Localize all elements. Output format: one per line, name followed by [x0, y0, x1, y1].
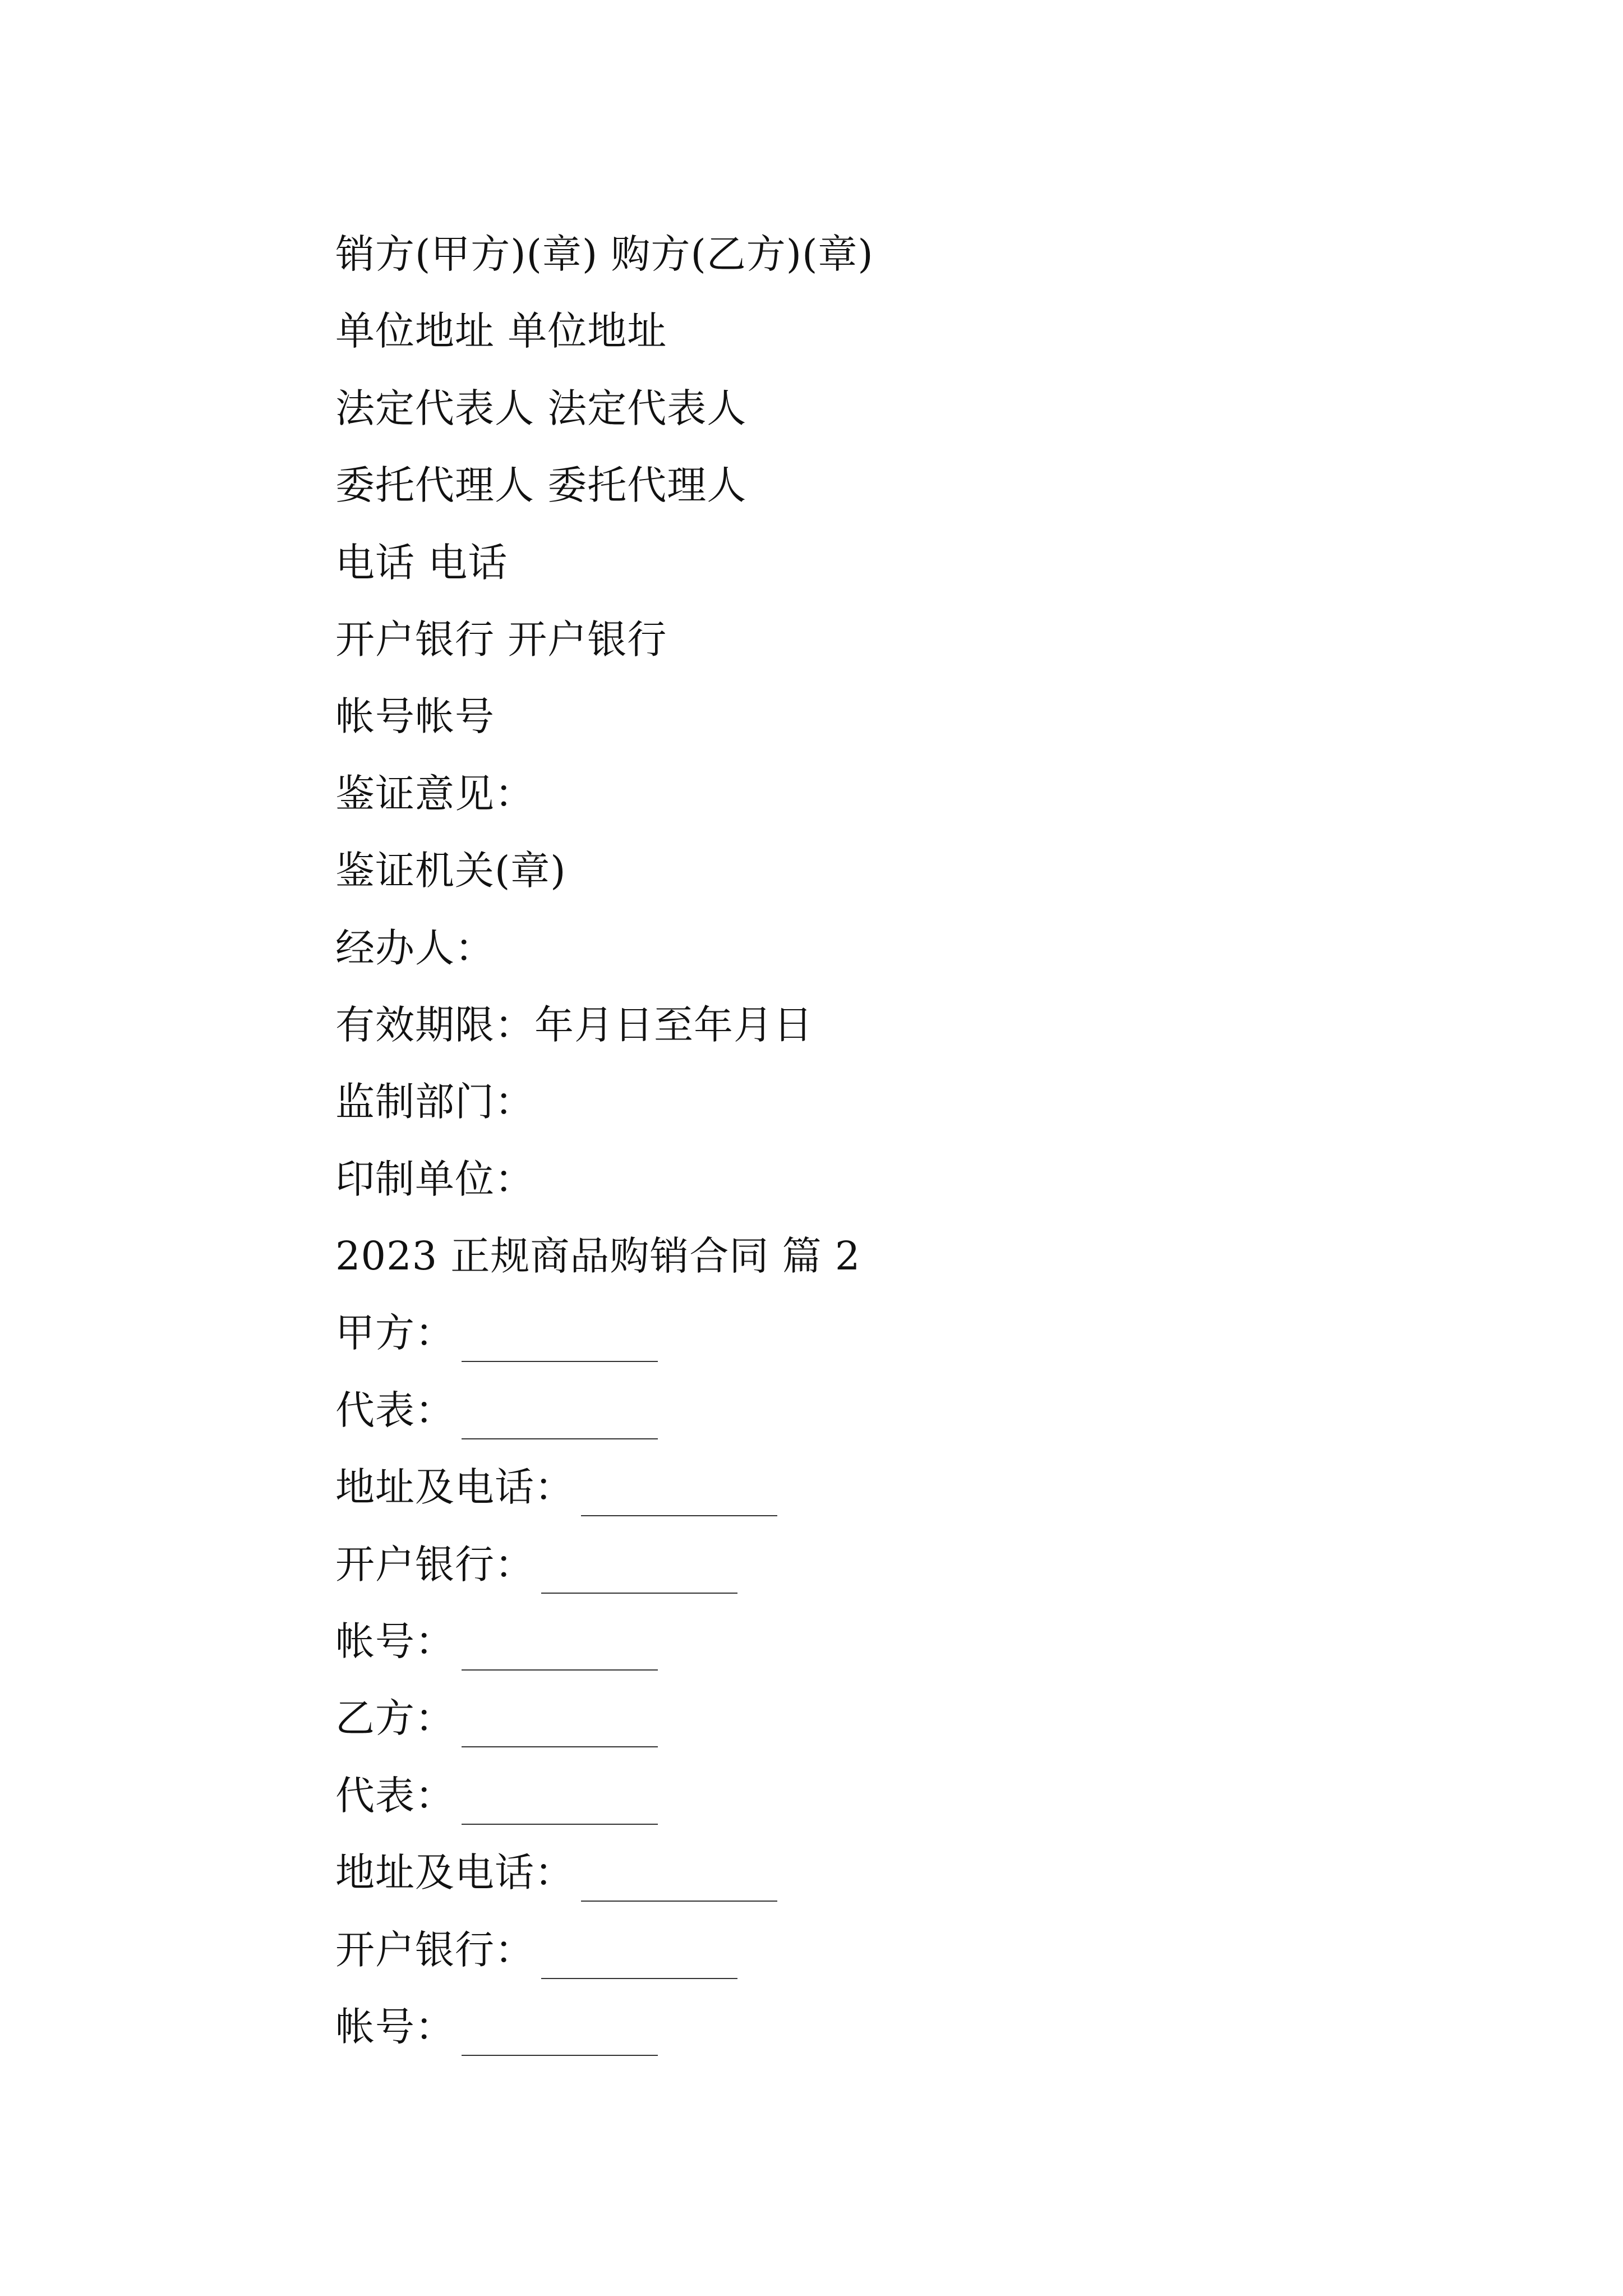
- field-label: 代表：: [335, 1387, 455, 1433]
- blank-field-underline: [462, 1399, 658, 1439]
- party-b-line: [335, 1680, 1288, 1757]
- party-b-bank-line: [335, 1912, 1288, 1989]
- blank-field-underline: [541, 1939, 737, 1979]
- party-b-representative-line: [335, 1757, 1288, 1834]
- line-text: 法定代表人 法定代表人: [335, 385, 747, 431]
- field-label: 帐号：: [335, 2003, 455, 2050]
- blank-field-underline: [541, 1553, 737, 1594]
- validity-period-line: [335, 987, 1288, 1064]
- line-text: 经办人：: [335, 924, 495, 971]
- line-text: 电话 电话: [335, 539, 508, 586]
- field-label: 地址及电话：: [335, 1464, 574, 1511]
- line-text: 销方(甲方)(章) 购方(乙方)(章): [335, 231, 874, 277]
- document-body: [335, 216, 1288, 2065]
- field-label: 开户银行：: [335, 1541, 534, 1588]
- party-a-representative-line: [335, 1372, 1288, 1449]
- party-a-line: [335, 1295, 1288, 1372]
- party-a-account-line: [335, 1603, 1288, 1680]
- authorized-agent-line: [335, 447, 1288, 524]
- field-label: 甲方：: [335, 1310, 455, 1356]
- blank-field-underline: [581, 1476, 777, 1516]
- line-text: 开户银行 开户银行: [335, 616, 667, 662]
- blank-field-underline: [462, 2016, 658, 2056]
- field-label: 乙方：: [335, 1695, 455, 1742]
- line-text: 有效期限：年月日至年月日: [335, 1001, 813, 1048]
- line-text: 鉴证机关(章): [335, 848, 566, 894]
- blank-field-underline: [462, 1784, 658, 1825]
- section-heading: [335, 1218, 1288, 1295]
- blank-field-underline: [462, 1707, 658, 1747]
- line-text: 委托代理人 委托代理人: [335, 462, 747, 509]
- unit-address-line: [335, 293, 1288, 370]
- attestation-authority-line: [335, 832, 1288, 909]
- field-label: 开户银行：: [335, 1926, 534, 1973]
- phone-line: [335, 524, 1288, 601]
- attestation-opinion-line: [335, 756, 1288, 832]
- line-text: 监制部门：: [335, 1079, 534, 1125]
- legal-representative-line: [335, 370, 1288, 447]
- signature-header-line: [335, 216, 1288, 293]
- field-label: 代表：: [335, 1772, 455, 1819]
- party-b-account-line: [335, 1989, 1288, 2065]
- party-b-address-phone-line: [335, 1834, 1288, 1911]
- bank-line: [335, 601, 1288, 678]
- blank-field-underline: [581, 1861, 777, 1902]
- field-label: 地址及电话：: [335, 1849, 574, 1896]
- handler-line: [335, 910, 1288, 987]
- supervising-department-line: [335, 1064, 1288, 1140]
- line-text: 印制单位：: [335, 1156, 534, 1202]
- line-text: 单位地址 单位地址: [335, 308, 667, 355]
- line-text: 鉴证意见：: [335, 770, 534, 817]
- party-a-address-phone-line: [335, 1449, 1288, 1526]
- party-a-bank-line: [335, 1526, 1288, 1603]
- line-text: 帐号帐号: [335, 693, 495, 740]
- blank-field-underline: [462, 1322, 658, 1362]
- heading-text: 2023 正规商品购销合同 篇 2: [335, 1233, 861, 1280]
- field-label: 帐号：: [335, 1618, 455, 1665]
- blank-field-underline: [462, 1630, 658, 1671]
- account-line: [335, 678, 1288, 755]
- printing-unit-line: [335, 1141, 1288, 1218]
